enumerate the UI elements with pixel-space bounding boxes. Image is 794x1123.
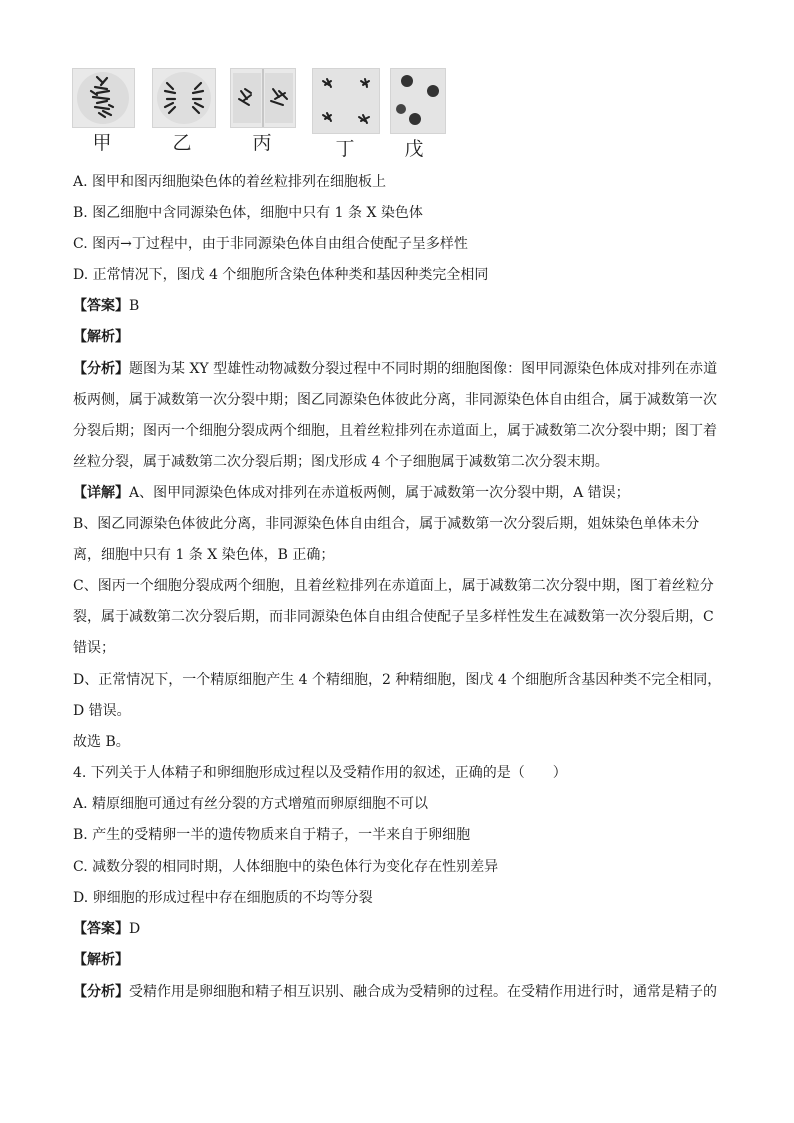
- answer-tag: 【答案】: [73, 921, 129, 937]
- analysis-tag: 【解析】: [73, 329, 129, 345]
- q4-option-b: B. 产生的受精卵一半的遗传物质来自于精子，一半来自于卵细胞: [73, 827, 471, 843]
- chromosome-metaphase-icon: [73, 69, 134, 127]
- q4-analysis-line-1: [73, 982, 717, 1002]
- q3-analysis-line-4: 丝粒分裂，属于减数第二次分裂后期；图戊形成 4 个子细胞属于减数第二次分裂末期。: [73, 454, 609, 470]
- figure-label-jia: 甲: [92, 132, 112, 154]
- q3-detail-line-1: [73, 483, 630, 503]
- q3-detail-line-2: B、图乙同源染色体彼此分离，非同源染色体自由组合，属于减数第一次分裂后期，姐妹染色单体未分: [73, 516, 700, 532]
- q3-analysis-heading: [73, 327, 129, 347]
- q3-analysis-line-1: [73, 359, 717, 379]
- q3-option-b: B. 图乙细胞中含同源染色体，细胞中只有 1 条 X 染色体: [73, 205, 423, 221]
- detail-label: 【详解】: [73, 485, 129, 501]
- chromosome-meiosis2-anaphase-icon: [313, 69, 379, 133]
- chromosome-meiosis2-metaphase-icon: [231, 69, 295, 127]
- q3-analysis-line-3: 分裂后期；图丙一个细胞分裂成两个细胞，且着丝粒排列在赤道面上，属于减数第二次分裂中期；图丁着: [73, 423, 717, 439]
- q3-option-d: D. 正常情况下，图戊 4 个细胞所含染色体种类和基因种类完全相同: [73, 267, 489, 283]
- q4-option-a: A. 精原细胞可通过有丝分裂的方式增殖而卵原细胞不可以: [73, 796, 429, 812]
- analysis-tag: 【解析】: [73, 952, 129, 968]
- q3-answer-value: B: [129, 298, 140, 314]
- analysis-text: 受精作用是卵细胞和精子相互识别、融合成为受精卵的过程。在受精作用进行时，通常是精子的: [129, 984, 717, 1000]
- analysis-text: 题图为某 XY 型雄性动物减数分裂过程中不同时期的细胞图像：图甲同源染色体成对排列在赤道: [129, 361, 718, 377]
- q3-answer-line: [73, 296, 139, 316]
- chromosome-telophase-icon: [391, 69, 445, 133]
- cell-image-jia: [72, 68, 135, 128]
- q4-option-d: D. 卵细胞的形成过程中存在细胞质的不均等分裂: [73, 890, 373, 906]
- figure-label-yi: 乙: [172, 132, 192, 154]
- q3-detail-line-5: 裂，属于减数第二次分裂后期，而非同源染色体自由组合使配子呈多样性发生在减数第一次分裂后期，C: [73, 609, 714, 625]
- figure-label-ding: 丁: [335, 138, 355, 160]
- q3-detail-line-8: D 错误。: [73, 703, 131, 719]
- q3-detail-line-7: D、正常情况下，一个精原细胞产生 4 个精细胞，2 种精细胞，图戊 4 个细胞所含基因种类不完全相同，: [73, 672, 722, 688]
- q3-option-c: C. 图丙→丁过程中，由于非同源染色体自由组合使配子呈多样性: [73, 236, 468, 252]
- figure-label-wu: 戊: [404, 138, 424, 160]
- q4-answer-line: [73, 919, 140, 939]
- chromosome-anaphase-icon: [153, 69, 215, 127]
- q4-answer-value: D: [129, 921, 141, 937]
- detail-text: A、图甲同源染色体成对排列在赤道板两侧，属于减数第一次分裂中期，A 错误；: [129, 485, 630, 501]
- q3-option-a: A. 图甲和图丙细胞染色体的着丝粒排列在细胞板上: [73, 174, 387, 190]
- cell-image-wu: [390, 68, 446, 134]
- analysis-label: 【分析】: [73, 984, 129, 1000]
- figure-label-bing: 丙: [252, 132, 272, 154]
- answer-tag: 【答案】: [73, 298, 129, 314]
- cell-image-ding: [312, 68, 380, 134]
- q4-stem: 4. 下列关于人体精子和卵细胞形成过程以及受精作用的叙述，正确的是（ ）: [73, 765, 567, 781]
- q3-detail-line-6: 错误；: [73, 640, 115, 656]
- cell-image-yi: [152, 68, 216, 128]
- q4-analysis-heading: [73, 950, 129, 970]
- analysis-label: 【分析】: [73, 361, 129, 377]
- q4-option-c: C. 减数分裂的相同时期，人体细胞中的染色体行为变化存在性别差异: [73, 859, 499, 875]
- q3-analysis-line-2: 板两侧，属于减数第一次分裂中期；图乙同源染色体彼此分离，非同源染色体自由组合，属于减数第一次: [73, 392, 717, 408]
- q3-detail-line-3: 离，细胞中只有 1 条 X 染色体，B 正确；: [73, 547, 335, 563]
- q3-detail-line-4: C、图丙一个细胞分裂成两个细胞，且着丝粒排列在赤道面上，属于减数第二次分裂中期，图丁着丝粒分: [73, 578, 714, 594]
- q3-conclusion: 故选 B。: [73, 734, 130, 750]
- cell-image-bing: [230, 68, 296, 128]
